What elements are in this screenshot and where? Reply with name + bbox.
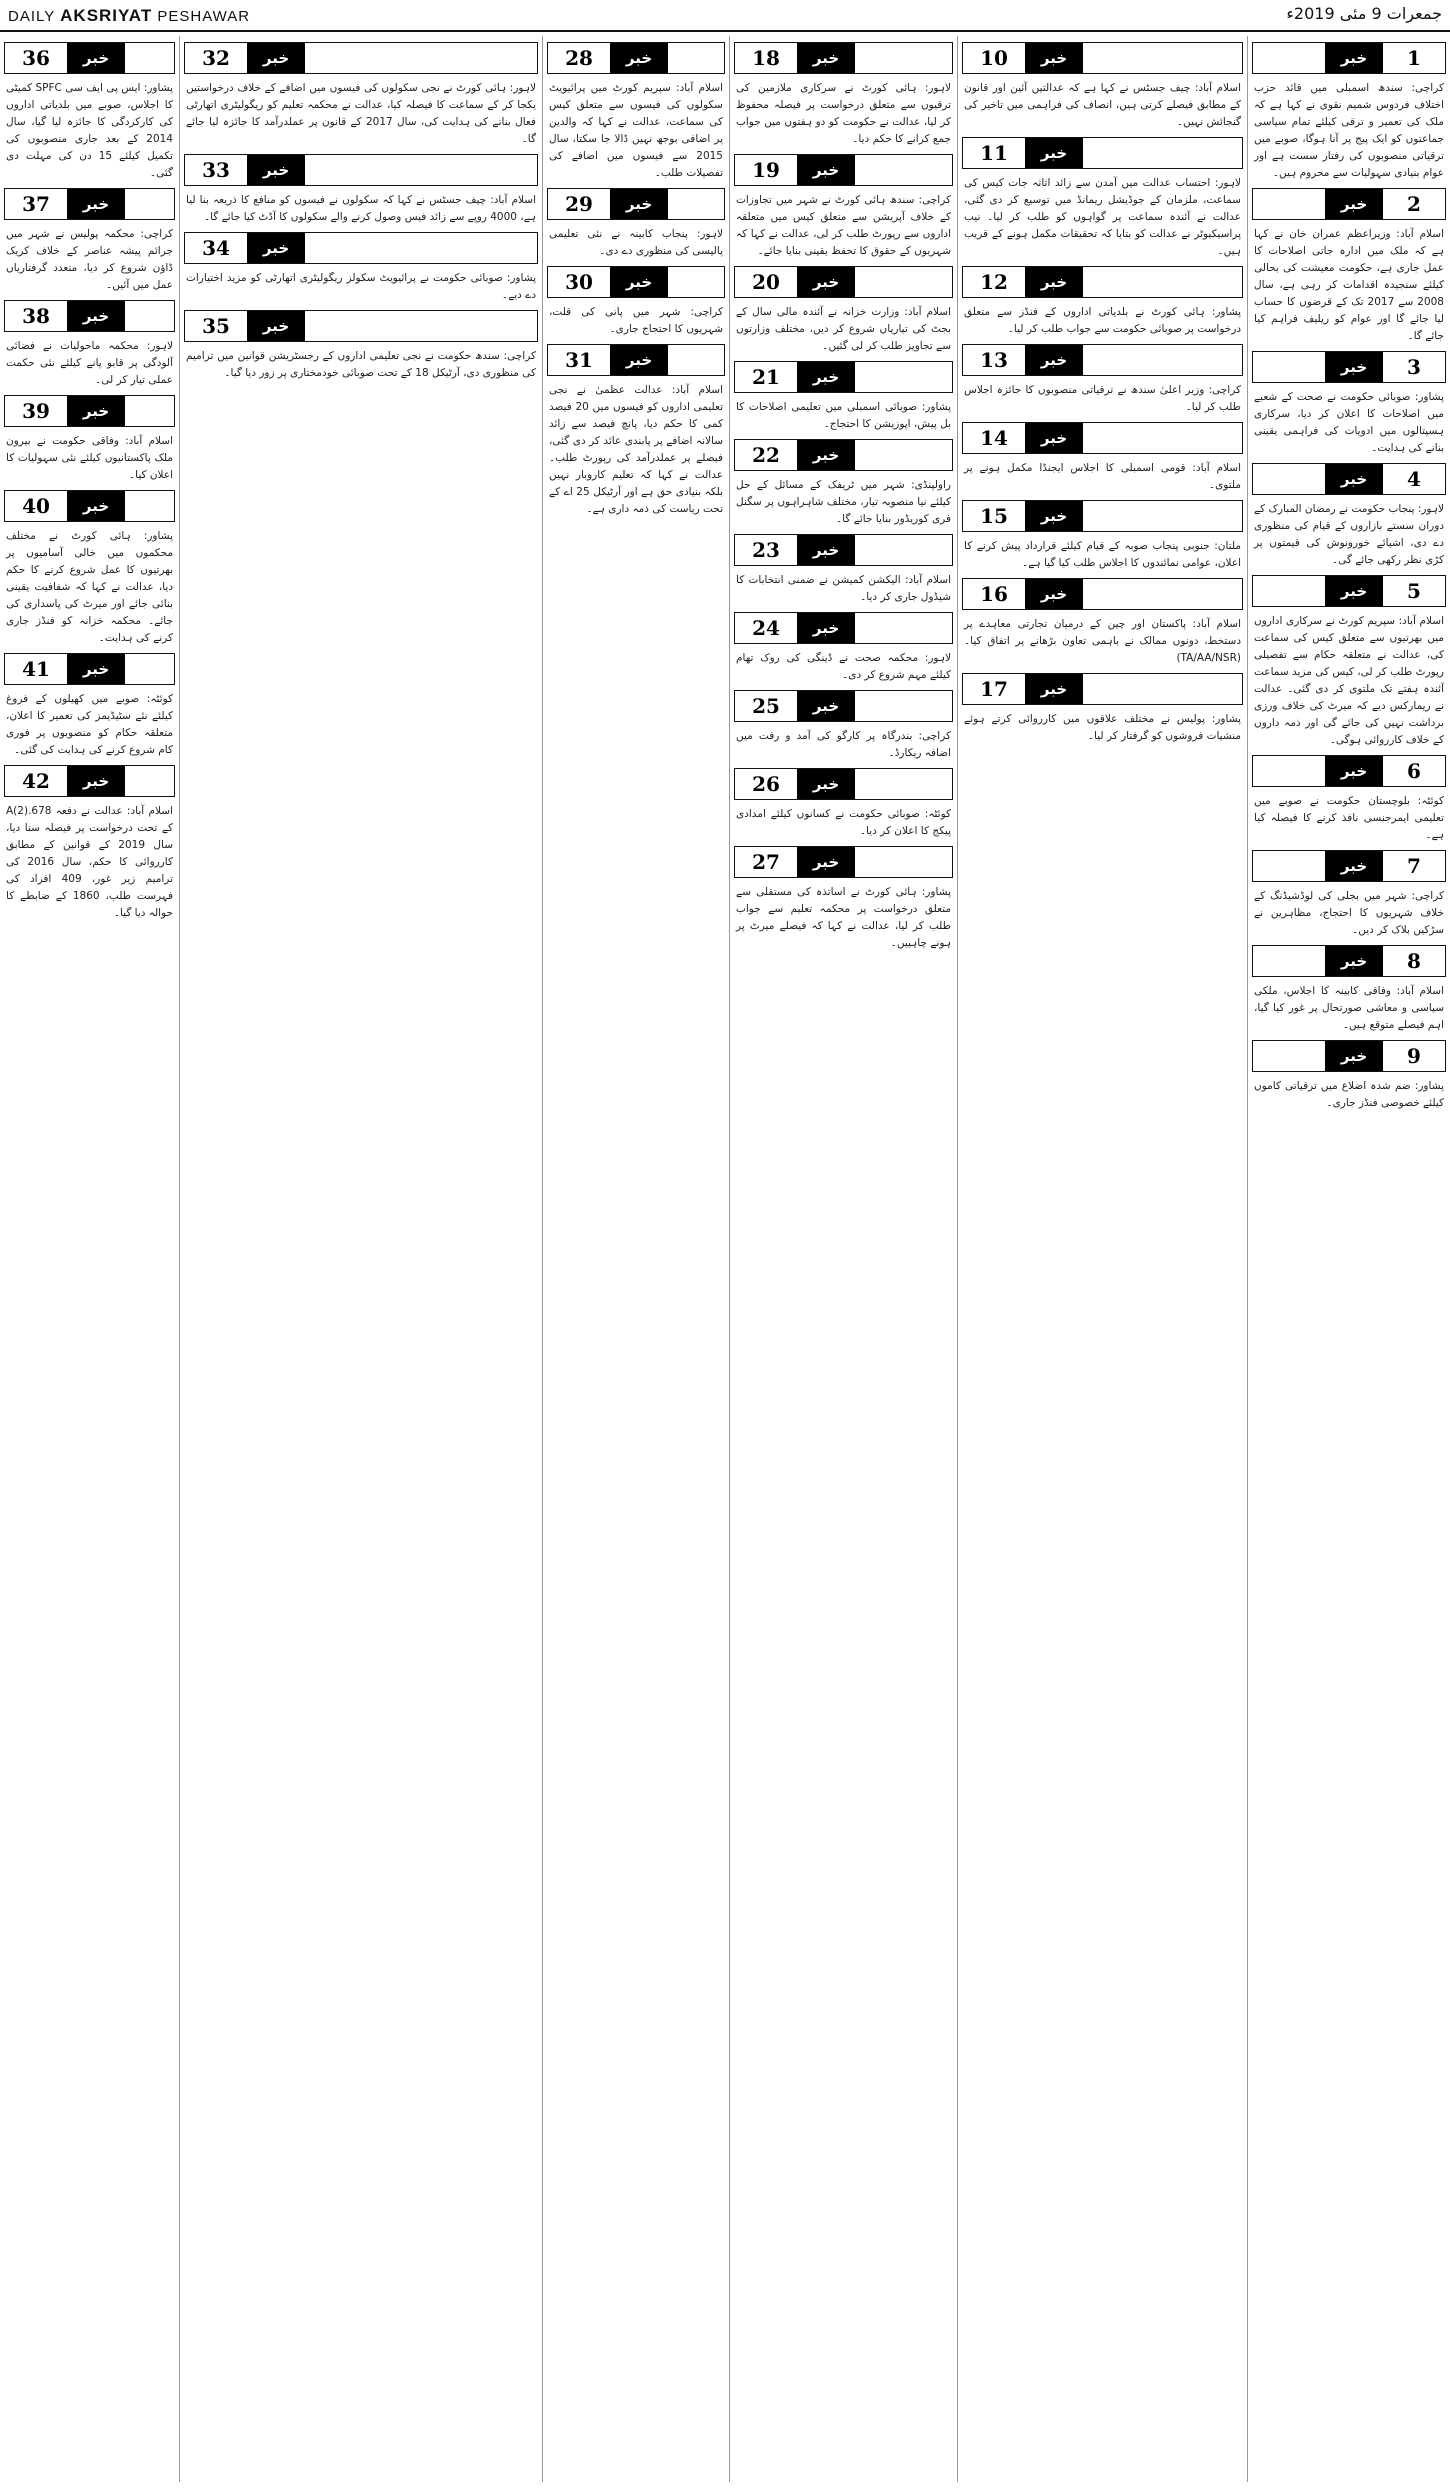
news-item — [960, 42, 1245, 131]
news-number: 33 — [185, 155, 247, 185]
news-number: 34 — [185, 233, 247, 263]
news-number-tag — [547, 266, 725, 298]
news-item — [960, 578, 1245, 667]
news-item — [960, 673, 1245, 745]
news-number: 19 — [735, 155, 797, 185]
news-body-text: اسلام آباد: چیف جسٹس نے کہا ہے کہ عدالتیں آئین اور قانون کے مطابق فیصلے کرتی ہیں، انصاف کی فراہمی میں تاخیر کی گنجائش نہیں۔ — [964, 82, 1241, 128]
news-item — [960, 266, 1245, 338]
news-number: 8 — [1383, 946, 1445, 976]
news-number: 21 — [735, 362, 797, 392]
news-tag-label: خبر — [1325, 946, 1383, 976]
news-item — [732, 768, 955, 840]
news-number-tag — [1252, 850, 1446, 882]
news-body-text: پشاور: پولیس نے مختلف علاقوں میں کارروائی کرتے ہوئے منشیات فروشوں کو گرفتار کر لیا۔ — [964, 713, 1241, 742]
news-tag-label: خبر — [1325, 756, 1383, 786]
news-item — [732, 846, 955, 952]
news-body-text: لاہور: ہائی کورٹ نے سرکاری ملازمین کی ترقیوں سے متعلق درخواست پر فیصلہ محفوظ کر لیا، عدالت نے حکومت کو دو ہفتوں میں جواب جمع کرانے کا حکم دیا۔ — [736, 82, 951, 145]
news-number-tag — [734, 846, 953, 878]
news-number-tag — [184, 42, 538, 74]
news-tag-label: خبر — [1325, 576, 1383, 606]
news-item — [1250, 575, 1448, 749]
news-body-text: اسلام آباد: پاکستان اور چین کے درمیان تجارتی معاہدے پر دستخط، دونوں ممالک نے باہمی تعاون بڑھانے پر اتفاق کیا۔ (TA/AA/NSR) — [964, 618, 1241, 664]
news-body-text: اسلام آباد: وفاقی کابینہ کا اجلاس، ملکی سیاسی و معاشی صورتحال پر غور کیا گیا، اہم فیصلے متوقع ہیں۔ — [1254, 985, 1444, 1031]
news-number-tag — [734, 534, 953, 566]
news-number: 14 — [963, 423, 1025, 453]
news-body-text: اسلام آباد: الیکشن کمیشن نے ضمنی انتخابات کا شیڈول جاری کر دیا۔ — [736, 574, 951, 603]
news-item — [2, 765, 177, 922]
news-tag-label: خبر — [797, 613, 855, 643]
news-number-tag — [547, 344, 725, 376]
news-tag-label: خبر — [797, 155, 855, 185]
news-number-tag — [4, 765, 175, 797]
news-number: 30 — [548, 267, 610, 297]
news-number: 15 — [963, 501, 1025, 531]
news-item — [2, 300, 177, 389]
news-number: 32 — [185, 43, 247, 73]
news-tag-label: خبر — [67, 396, 125, 426]
news-item — [545, 188, 727, 260]
masthead-prefix: DAILY — [8, 8, 55, 25]
news-tag-label: خبر — [247, 155, 305, 185]
news-item — [545, 344, 727, 518]
news-item — [732, 612, 955, 684]
news-body-text: لاہور: محکمہ ماحولیات نے فضائی آلودگی پر قابو پانے کیلئے نئی حکمت عملی تیار کر لی۔ — [6, 340, 173, 386]
news-item — [182, 232, 540, 304]
news-tag-label: خبر — [67, 654, 125, 684]
news-body-text: کراچی: سندھ ہائی کورٹ نے شہر میں تجاوزات کے خلاف آپریشن سے متعلق کیس میں متعلقہ اداروں سے رپورٹ طلب کر لی، عدالت نے کہا کہ شہریوں کے حقوق کا تحفظ یقینی بنایا جائے۔ — [736, 194, 951, 257]
column-divider — [957, 36, 958, 2482]
news-item — [732, 266, 955, 355]
news-tag-label: خبر — [67, 189, 125, 219]
news-item — [732, 439, 955, 528]
news-body-text: کراچی: وزیر اعلیٰ سندھ نے ترقیاتی منصوبوں کا جائزہ اجلاس طلب کر لیا۔ — [964, 384, 1241, 413]
news-number: 9 — [1383, 1041, 1445, 1071]
news-tag-label: خبر — [1025, 138, 1083, 168]
news-item — [732, 361, 955, 433]
news-body-text: کوئٹہ: بلوچستان حکومت نے صوبے میں تعلیمی ایمرجنسی نافذ کرنے کا فیصلہ کیا ہے۔ — [1254, 795, 1444, 841]
news-body-text: لاہور: ہائی کورٹ نے نجی سکولوں کی فیسوں میں اضافے کے خلاف درخواستیں یکجا کر کے سماعت کا فیصلہ کیا، عدالت نے محکمہ تعلیم کو ریگولیٹری اتھارٹی فعال بنانے کی ہدایت کی، سال 2017 کے قانون پر عملدرآمد کا جائزہ لیا جائے گا۔ — [186, 82, 536, 145]
news-item — [2, 188, 177, 294]
news-tag-label: خبر — [797, 362, 855, 392]
news-number-tag — [734, 266, 953, 298]
news-number: 18 — [735, 43, 797, 73]
column-divider — [179, 36, 180, 2482]
column-divider — [542, 36, 543, 2482]
news-number-tag — [4, 188, 175, 220]
news-number-tag — [1252, 575, 1446, 607]
news-body-text: اسلام آباد: عدالت عظمیٰ نے نجی تعلیمی اداروں کو فیسوں میں 20 فیصد کمی کا حکم دیا، پانچ فیصد سے زائد سالانہ اضافے پر پابندی عائد کر دی گئی، فیصلے پر عملدرآمد کی رپورٹ طلب۔ عدالت نے کہا کہ تعلیم کاروبار نہیں بلکہ بنیادی حق ہے اور آرٹیکل 25 اے کے تحت ریاست کی ذمہ داری ہے۔ — [549, 384, 723, 515]
news-item — [1250, 755, 1448, 844]
news-number-tag — [547, 188, 725, 220]
news-column-2 — [960, 36, 1245, 2482]
news-number: 13 — [963, 345, 1025, 375]
news-body-text: اسلام آباد: وزیراعظم عمران خان نے کہا ہے کہ ملک میں ادارہ جاتی اصلاحات کا عمل جاری ہے، حکومت معیشت کی بحالی کیلئے سنجیدہ اقدامات کر رہی ہے، سال 2008 سے 2017 تک کے قرضوں کا حساب لیا جائے گا اور عوام کو ریلیف فراہم کیا جائے گا۔ — [1254, 228, 1444, 342]
news-number-tag — [734, 439, 953, 471]
news-tag-label: خبر — [1025, 423, 1083, 453]
news-body-text: اسلام آباد: وزارت خزانہ نے آئندہ مالی سال کے بجٹ کی تیاریاں شروع کر دیں، مختلف وزارتوں سے تجاویز طلب کر لی گئیں۔ — [736, 306, 951, 352]
news-tag-label: خبر — [1025, 43, 1083, 73]
news-number-tag — [1252, 351, 1446, 383]
news-tag-label: خبر — [797, 535, 855, 565]
news-number-tag — [184, 232, 538, 264]
news-item — [182, 310, 540, 382]
news-number-tag — [1252, 188, 1446, 220]
news-body-text: پشاور: ہائی کورٹ نے اساتذہ کی مستقلی سے متعلق درخواست پر محکمہ تعلیم سے جواب طلب کر لیا، عدالت نے کہا کہ فیصلے میرٹ پر ہونے چاہییں۔ — [736, 886, 951, 949]
news-number: 22 — [735, 440, 797, 470]
news-tag-label: خبر — [1325, 851, 1383, 881]
news-tag-label: خبر — [67, 301, 125, 331]
news-number: 11 — [963, 138, 1025, 168]
news-number: 29 — [548, 189, 610, 219]
news-tag-label: خبر — [247, 233, 305, 263]
news-tag-label: خبر — [797, 43, 855, 73]
news-body-text: کراچی: شہر میں بجلی کی لوڈشیڈنگ کے خلاف شہریوں کا احتجاج، مظاہرین نے سڑکیں بلاک کر دیں۔ — [1254, 890, 1444, 936]
news-body-text: اسلام آباد: سپریم کورٹ نے سرکاری اداروں میں بھرتیوں سے متعلق کیس کی سماعت کی، عدالت نے متعلقہ حکام سے تفصیلی رپورٹ طلب کر لی، کیس کی مزید سماعت آئندہ ہفتے تک ملتوی کر دی گئی۔ عدالت نے ریمارکس دیے کہ میرٹ کی خلاف ورزی برداشت نہیں کی جائے گی اور ذمہ داروں کے خلاف کارروائی ہوگی۔ — [1254, 615, 1444, 746]
news-number: 31 — [548, 345, 610, 375]
news-tag-label: خبر — [1025, 674, 1083, 704]
news-number: 17 — [963, 674, 1025, 704]
news-body-text: کوئٹہ: صوبائی حکومت نے کسانوں کیلئے امدادی پیکج کا اعلان کر دیا۔ — [736, 808, 951, 837]
news-item — [732, 42, 955, 148]
news-number-tag — [734, 42, 953, 74]
news-number: 38 — [5, 301, 67, 331]
news-tag-label: خبر — [67, 491, 125, 521]
news-number: 37 — [5, 189, 67, 219]
news-body-text: کراچی: بندرگاہ پر کارگو کی آمد و رفت میں اضافہ ریکارڈ۔ — [736, 730, 951, 759]
masthead-date: جمعرات 9 مئی 2019ء — [1286, 4, 1442, 23]
news-tag-label: خبر — [797, 769, 855, 799]
news-body-text: اسلام آباد: عدالت نے دفعہ 678.A(2) کے تحت درخواست پر فیصلہ سنا دیا، سال 2019 کے قوانین کے مطابق کارروائی کا حکم، سال 2016 کی ترامیم زیر غور، 409 افراد کی فہرست طلب، 1860 کے ضابطے کا حوالہ دیا گیا۔ — [6, 805, 173, 919]
news-column-1 — [1250, 36, 1448, 2482]
news-body-text: کوئٹہ: صوبے میں کھیلوں کے فروغ کیلئے نئے سٹیڈیمز کی تعمیر کا اعلان، متعلقہ حکام کو منصوبوں پر فوری کام شروع کرنے کی ہدایت کی گئی۔ — [6, 693, 173, 756]
news-tag-label: خبر — [797, 847, 855, 877]
masthead-city: PESHAWAR — [157, 8, 251, 25]
news-tag-label: خبر — [797, 691, 855, 721]
news-tag-label: خبر — [1025, 267, 1083, 297]
news-tag-label: خبر — [610, 189, 668, 219]
news-tag-label: خبر — [1025, 501, 1083, 531]
news-body-text: کراچی: محکمہ پولیس نے شہر میں جرائم پیشہ عناصر کے خلاف کریک ڈاؤن شروع کر دیا، متعدد گرفتاریاں عمل میں آئیں۔ — [6, 228, 173, 291]
news-number-tag — [734, 612, 953, 644]
news-tag-label: خبر — [610, 43, 668, 73]
news-item — [1250, 945, 1448, 1034]
news-body-text: کراچی: سندھ حکومت نے نجی تعلیمی اداروں کے رجسٹریشن قوانین میں ترامیم کی منظوری دی، آرٹیکل 18 کے تحت صوبائی خودمختاری پر زور دیا گیا۔ — [186, 350, 536, 379]
news-item — [1250, 1040, 1448, 1112]
masthead — [0, 0, 1450, 32]
news-number: 7 — [1383, 851, 1445, 881]
news-body-text: پشاور: ایس پی ایف سی SPFC کمیٹی کا اجلاس، صوبے میں بلدیاتی اداروں کی کارکردگی کا جائزہ لیا گیا، سال 2014 کے بعد جاری منصوبوں کی تکمیل کیلئے 15 دن کی مہلت دی گئی۔ — [6, 82, 173, 179]
news-body-text: اسلام آباد: چیف جسٹس نے کہا کہ سکولوں نے فیسوں کو منافع کا ذریعہ بنا لیا ہے، 4000 روپے سے زائد فیس وصول کرنے والے سکولوں کا آڈٹ کیا جائے گا۔ — [186, 194, 536, 223]
news-number: 26 — [735, 769, 797, 799]
news-tag-label: خبر — [610, 267, 668, 297]
news-tag-label: خبر — [797, 440, 855, 470]
news-tag-label: خبر — [1025, 579, 1083, 609]
news-tag-label: خبر — [1325, 43, 1383, 73]
news-item — [2, 42, 177, 182]
news-number-tag — [734, 768, 953, 800]
news-number-tag — [4, 42, 175, 74]
news-number: 39 — [5, 396, 67, 426]
news-number-tag — [962, 578, 1243, 610]
news-tag-label: خبر — [610, 345, 668, 375]
news-item — [2, 653, 177, 759]
news-number: 1 — [1383, 43, 1445, 73]
news-item — [732, 154, 955, 260]
news-number: 10 — [963, 43, 1025, 73]
news-item — [1250, 463, 1448, 569]
news-number: 2 — [1383, 189, 1445, 219]
news-number-tag — [4, 653, 175, 685]
news-number: 36 — [5, 43, 67, 73]
news-number-tag — [1252, 945, 1446, 977]
news-tag-label: خبر — [1325, 464, 1383, 494]
news-body-text: راولپنڈی: شہر میں ٹریفک کے مسائل کے حل کیلئے نیا منصوبہ تیار، مختلف شاہراہوں پر سگنل فری کوریڈور بنایا جائے گا۔ — [736, 479, 951, 525]
news-tag-label: خبر — [247, 311, 305, 341]
news-number-tag — [962, 422, 1243, 454]
news-number: 5 — [1383, 576, 1445, 606]
news-number-tag — [547, 42, 725, 74]
news-item — [732, 690, 955, 762]
news-tag-label: خبر — [1325, 1041, 1383, 1071]
news-body-text: پشاور: ضم شدہ اضلاع میں ترقیاتی کاموں کیلئے خصوصی فنڈز جاری۔ — [1254, 1080, 1444, 1109]
news-body-text: کراچی: سندھ اسمبلی میں قائد حزب اختلاف فردوس شمیم نقوی نے کہا ہے کہ ملک کی تعمیر و ترقی کیلئے تمام سیاسی جماعتوں کو ایک پیج پر آنا ہوگا، صوبے میں ترقیاتی منصوبوں کی رفتار سست ہے اور عوام بنیادی سہولیات سے محروم ہیں۔ — [1254, 82, 1444, 179]
news-body-text: پشاور: صوبائی حکومت نے صحت کے شعبے میں اصلاحات کا اعلان کر دیا، سرکاری ہسپتالوں میں ادویات کی فراہمی یقینی بنانے کی ہدایت۔ — [1254, 391, 1444, 454]
news-body-text: لاہور: احتساب عدالت میں آمدن سے زائد اثاثہ جات کیس کی سماعت، ملزمان کے جوڈیشل ریمانڈ میں توسیع کر دی گئی، عدالت نے آئندہ سماعت پر گواہوں کو طلب کر لیا۔ نیب پراسیکیوٹر نے عدالت کو بتایا کہ تحقیقات مکمل ہونے کے قریب ہیں۔ — [964, 177, 1241, 257]
news-number: 23 — [735, 535, 797, 565]
news-number-tag — [1252, 1040, 1446, 1072]
news-number-tag — [962, 137, 1243, 169]
news-tag-label: خبر — [247, 43, 305, 73]
news-number: 4 — [1383, 464, 1445, 494]
news-number-tag — [734, 154, 953, 186]
news-number: 12 — [963, 267, 1025, 297]
news-body-text: لاہور: محکمہ صحت نے ڈینگی کی روک تھام کیلئے مہم شروع کر دی۔ — [736, 652, 951, 681]
news-item — [545, 266, 727, 338]
news-number-tag — [1252, 42, 1446, 74]
news-item — [2, 490, 177, 647]
news-item — [1250, 850, 1448, 939]
news-tag-label: خبر — [67, 43, 125, 73]
news-item — [1250, 42, 1448, 182]
news-body-text: لاہور: پنجاب کابینہ نے نئی تعلیمی پالیسی کی منظوری دے دی۔ — [549, 228, 723, 257]
news-number-tag — [962, 344, 1243, 376]
news-number-tag — [962, 673, 1243, 705]
news-body-text: اسلام آباد: وفاقی حکومت نے بیرون ملک پاکستانیوں کیلئے نئی سہولیات کا اعلان کیا۔ — [6, 435, 173, 481]
news-number: 42 — [5, 766, 67, 796]
news-number-tag — [734, 361, 953, 393]
news-item — [960, 500, 1245, 572]
news-number: 3 — [1383, 352, 1445, 382]
news-body-text: ملتان: جنوبی پنجاب صوبہ کے قیام کیلئے قرارداد پیش کرنے کا اعلان، عوامی نمائندوں کا اجلاس طلب کیا گیا ہے۔ — [964, 540, 1241, 569]
news-number-tag — [1252, 463, 1446, 495]
news-column-5 — [182, 36, 540, 2482]
news-body-text: پشاور: صوبائی اسمبلی میں تعلیمی اصلاحات کا بل پیش، اپوزیشن کا احتجاج۔ — [736, 401, 951, 430]
news-body-text: کراچی: شہر میں پانی کی قلت، شہریوں کا احتجاج جاری۔ — [549, 306, 723, 335]
news-number-tag — [734, 690, 953, 722]
news-tag-label: خبر — [1025, 345, 1083, 375]
news-number: 40 — [5, 491, 67, 521]
news-body-text: اسلام آباد: سپریم کورٹ میں پرائیویٹ سکولوں کی فیسوں سے متعلق کیس کی سماعت، عدالت نے کہا کہ والدین پر اضافی بوجھ نہیں ڈالا جا سکتا، سال 2015 سے فیسوں میں اضافے کی تفصیلات طلب۔ — [549, 82, 723, 179]
news-item — [182, 154, 540, 226]
news-number-tag — [4, 300, 175, 332]
news-column-4 — [545, 36, 727, 2482]
news-number-tag — [4, 395, 175, 427]
news-number: 28 — [548, 43, 610, 73]
news-body-text: لاہور: پنجاب حکومت نے رمضان المبارک کے دوران سستے بازاروں کے قیام کی منظوری دے دی، اشیائے خورونوش کی قیمتوں پر کڑی نظر رکھی جائے گی۔ — [1254, 503, 1444, 566]
news-number: 27 — [735, 847, 797, 877]
news-tag-label: خبر — [797, 267, 855, 297]
news-item — [960, 422, 1245, 494]
news-column-6 — [2, 36, 177, 2482]
news-column-3 — [732, 36, 955, 2482]
news-number: 6 — [1383, 756, 1445, 786]
news-number-tag — [184, 310, 538, 342]
news-body-text: پشاور: ہائی کورٹ نے مختلف محکموں میں خالی آسامیوں پر بھرتیوں کا عمل شروع کرنے کا حکم دیا، عدالت نے کہا کہ شفافیت یقینی بنائی جائے اور میرٹ کی پاسداری کی جائے۔ محکمہ خزانہ کو فنڈز جاری کرنے کی ہدایت۔ — [6, 530, 173, 644]
news-number-tag — [4, 490, 175, 522]
news-item — [960, 137, 1245, 260]
news-number: 20 — [735, 267, 797, 297]
news-tag-label: خبر — [67, 766, 125, 796]
masthead-paper-name: AKSRIYAT — [60, 6, 153, 25]
news-number: 35 — [185, 311, 247, 341]
column-divider — [729, 36, 730, 2482]
masthead-nameplate — [8, 6, 250, 26]
news-item — [545, 42, 727, 182]
news-number-tag — [184, 154, 538, 186]
news-number: 16 — [963, 579, 1025, 609]
news-number-tag — [962, 266, 1243, 298]
news-number-tag — [1252, 755, 1446, 787]
news-body-text: اسلام آباد: قومی اسمبلی کا اجلاس ایجنڈا مکمل ہونے پر ملتوی۔ — [964, 462, 1241, 491]
news-item — [1250, 188, 1448, 345]
news-body-text: پشاور: صوبائی حکومت نے پرائیویٹ سکولز ریگولیٹری اتھارٹی کو مزید اختیارات دے دیے۔ — [186, 272, 536, 301]
news-number: 41 — [5, 654, 67, 684]
news-item — [2, 395, 177, 484]
news-number-tag — [962, 500, 1243, 532]
news-body-text: پشاور: ہائی کورٹ نے بلدیاتی اداروں کے فنڈز سے متعلق درخواست پر صوبائی حکومت سے جواب طلب کر لیا۔ — [964, 306, 1241, 335]
news-item — [1250, 351, 1448, 457]
news-item — [732, 534, 955, 606]
column-divider — [1247, 36, 1248, 2482]
news-number-tag — [962, 42, 1243, 74]
news-item — [182, 42, 540, 148]
news-item — [960, 344, 1245, 416]
news-number: 24 — [735, 613, 797, 643]
news-number: 25 — [735, 691, 797, 721]
news-tag-label: خبر — [1325, 189, 1383, 219]
news-tag-label: خبر — [1325, 352, 1383, 382]
